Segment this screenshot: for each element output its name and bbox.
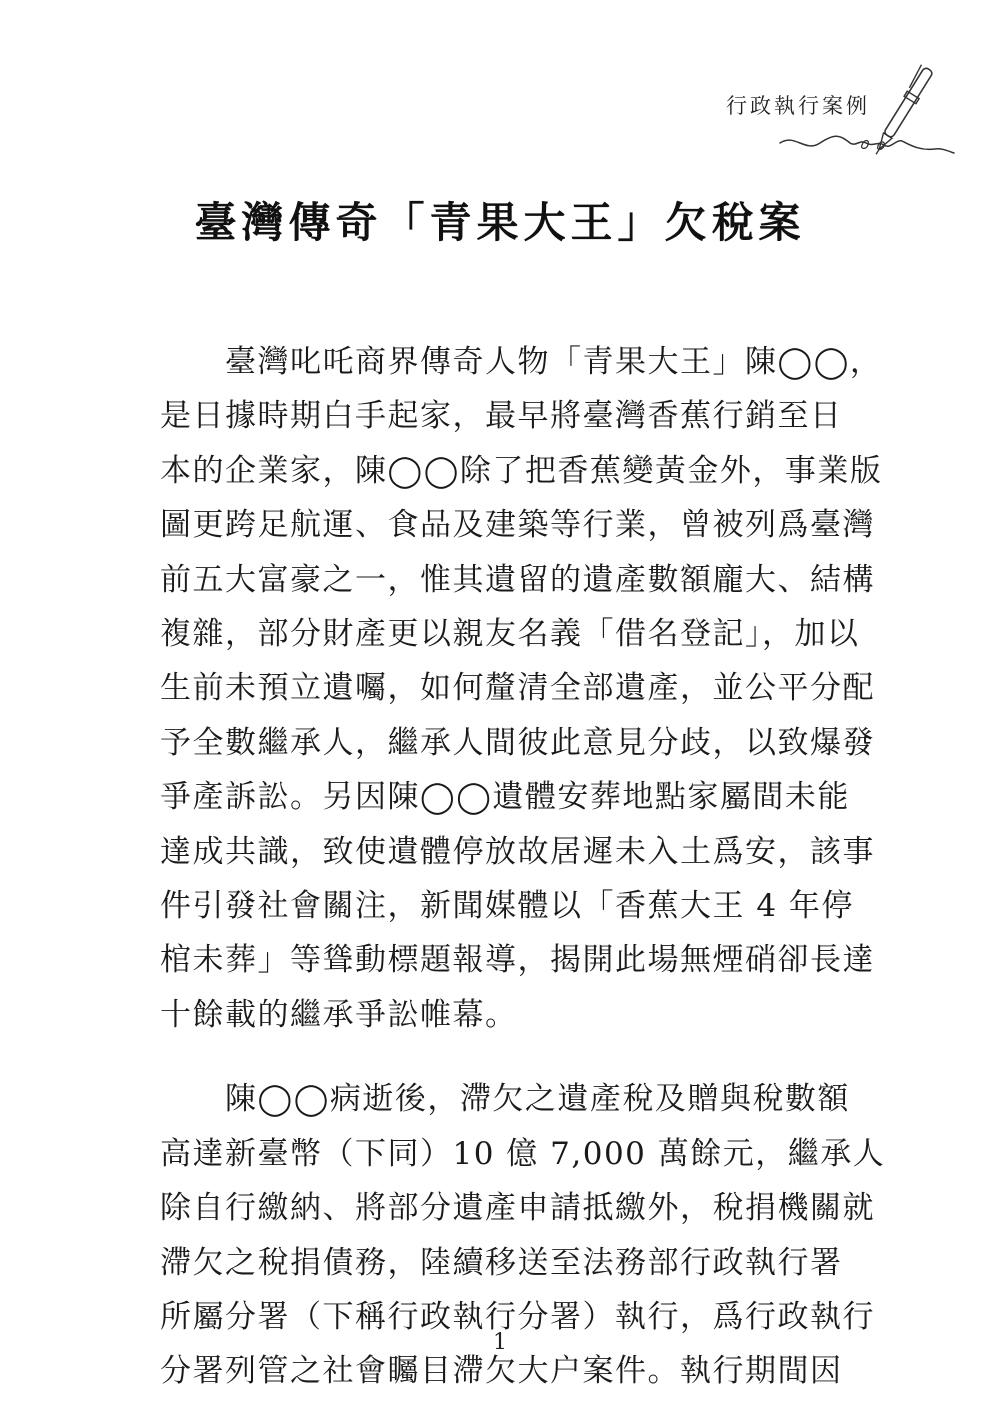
text-line: 生前未預立遺囑，如何釐清全部遺產，並公平分配 [160, 670, 875, 707]
text-line: 達成共識，致使遺體停放故居遲未入土爲安，該事 [160, 833, 875, 870]
text-line: 圖更跨足航運、食品及建築等行業，曾被列爲臺灣 [160, 507, 875, 544]
text-line: 陳◯◯病逝後，滯欠之遺產稅及贈與稅數額 [160, 1081, 850, 1118]
text-line: 爭產訴訟。另因陳◯◯遺體安葬地點家屬間未能 [160, 779, 850, 816]
page-number: 1 [493, 1330, 507, 1355]
text-line: 本的企業家，陳◯◯除了把香蕉變黃金外，事業版 [160, 452, 883, 489]
text-line: 是日據時期白手起家，最早將臺灣香蕉行銷至日 [160, 398, 843, 435]
section-header-label: 行政執行案例 [726, 94, 870, 118]
text-line: 前五大富豪之一，惟其遺留的遺產數額龐大、結構 [160, 561, 875, 598]
text-line: 予全數繼承人，繼承人間彼此意見分歧，以致爆發 [160, 724, 875, 761]
text-line: 棺未葬」等聳動標題報導，揭開此場無煙硝卻長達 [160, 942, 875, 979]
text-line: 件引發社會關注，新聞媒體以「香蕉大王 4 年停 [160, 888, 854, 925]
article-body [160, 335, 886, 1399]
paragraph-1 [160, 335, 883, 1042]
text-line: 滯欠之稅捐債務，陸續移送至法務部行政執行署 [160, 1244, 843, 1281]
page-title: 臺灣傳奇「青果大王」欠稅案 [194, 198, 806, 247]
text-line: 十餘載的繼承爭訟帷幕。 [160, 996, 518, 1033]
text-line: 分署列管之社會矚目滯欠大户案件。執行期間因 [160, 1353, 843, 1390]
text-line: 所屬分署（下稱行政執行分署）執行，爲行政執行 [160, 1298, 875, 1335]
text-line: 高達新臺幣（下同）10 億 7,000 萬餘元，繼承人 [160, 1135, 886, 1172]
text-line: 除自行繳納、將部分遺產申請抵繳外，稅捐機關就 [160, 1190, 875, 1227]
text-line: 複雜，部分財產更以親友名義「借名登記」，加以 [160, 616, 860, 653]
text-line: 臺灣叱吒商界傳奇人物「青果大王」陳◯◯， [160, 344, 883, 380]
pen-signature-icon [760, 55, 960, 165]
